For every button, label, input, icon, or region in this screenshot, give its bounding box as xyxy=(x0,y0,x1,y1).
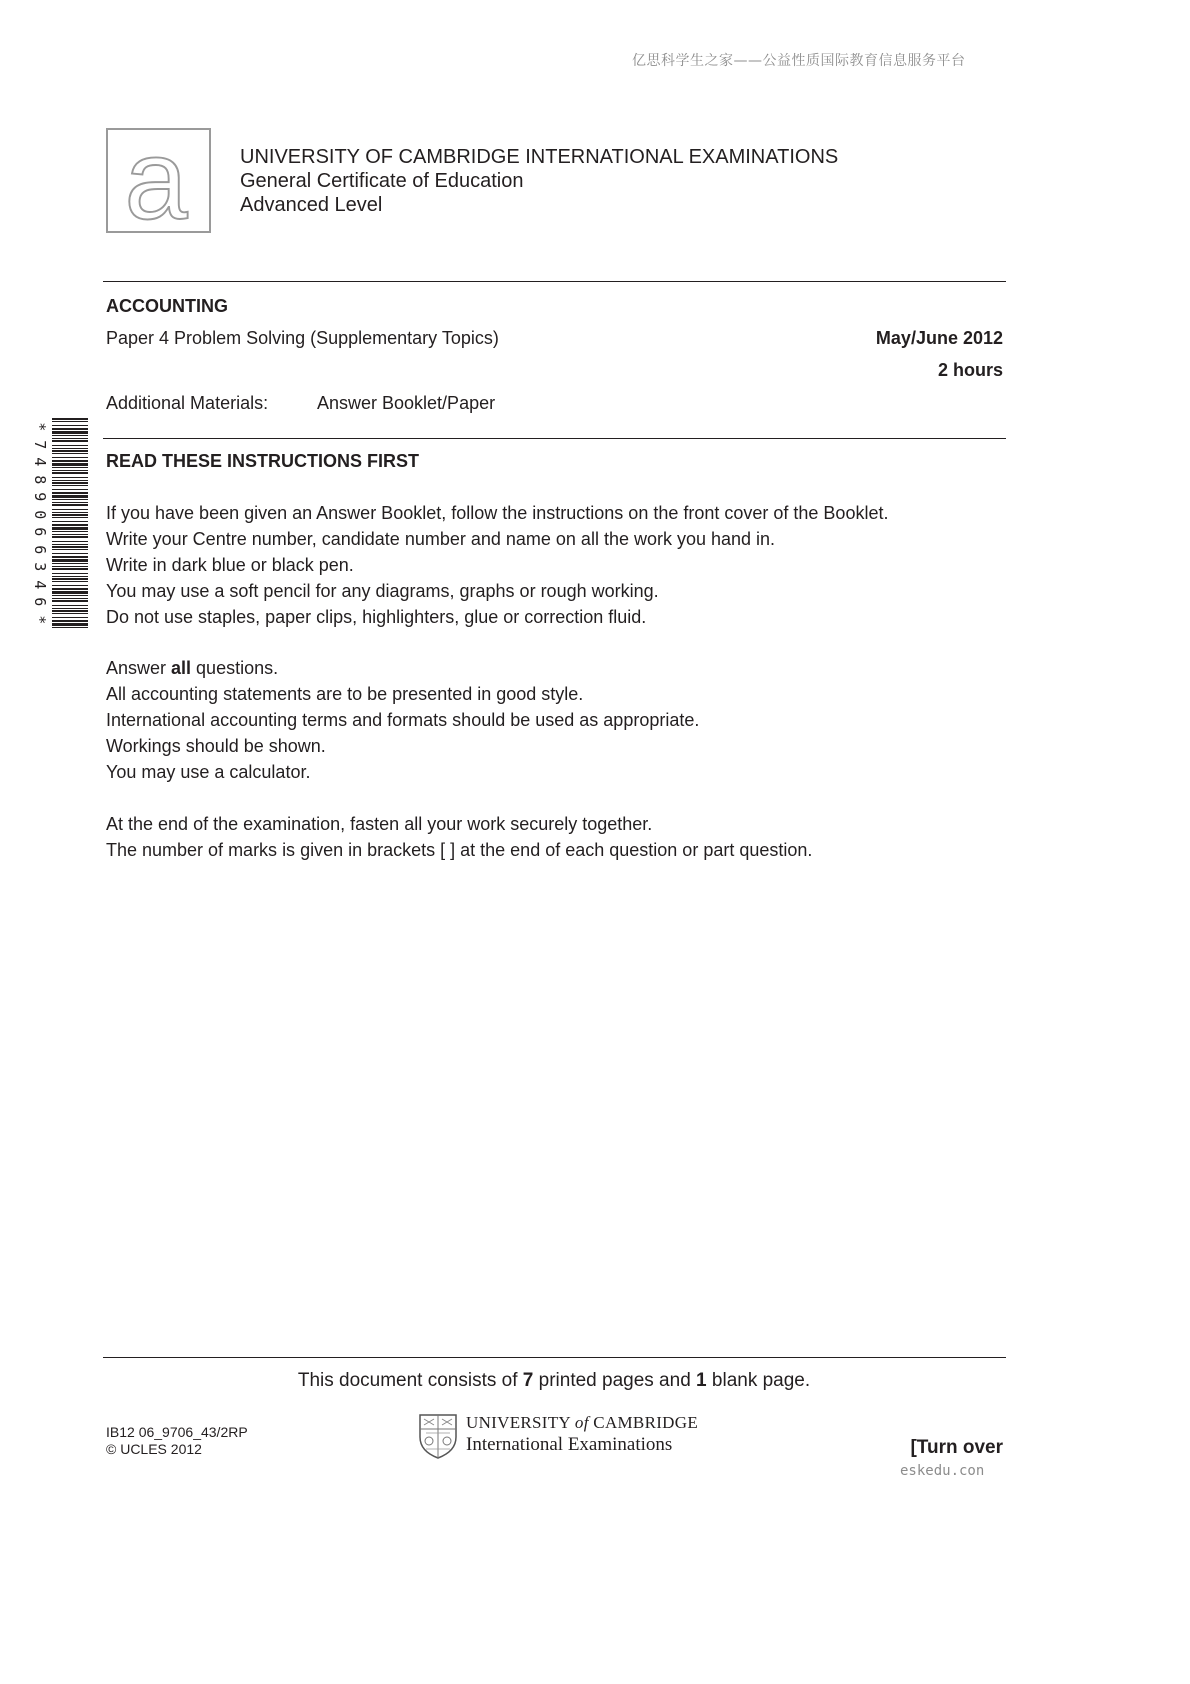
barcode-bar xyxy=(52,504,88,506)
cambridge-crest-icon xyxy=(418,1413,458,1459)
barcode-bar xyxy=(52,499,88,500)
header-organisation: UNIVERSITY OF CAMBRIDGE INTERNATIONAL EXAMINATIONS xyxy=(240,146,839,168)
header-certificate: General Certificate of Education xyxy=(240,170,524,192)
barcode-bar xyxy=(52,541,88,542)
document-code: IB12 06_9706_43/2RP xyxy=(106,1424,248,1440)
barcode-bar xyxy=(52,517,88,518)
barcode-digit: 6 xyxy=(30,544,49,554)
cambridge-org-subtitle: International Examinations xyxy=(466,1434,673,1455)
barcode-bar xyxy=(52,553,88,554)
barcode-bar xyxy=(52,495,88,498)
answer-bold: all xyxy=(171,658,192,678)
barcode-bar xyxy=(52,492,88,494)
barcode-digit: 3 xyxy=(30,562,49,572)
instructions-heading: READ THESE INSTRUCTIONS FIRST xyxy=(106,451,420,471)
barcode-bar xyxy=(52,591,88,594)
instruction-line: At the end of the examination, fasten all your work securely together. xyxy=(106,814,653,834)
materials-value: Answer Booklet/Paper xyxy=(317,393,496,413)
org-name-part: UNIVERSITY xyxy=(466,1413,575,1432)
barcode-bar xyxy=(52,566,88,567)
barcode-bar xyxy=(52,418,88,420)
barcode-bar xyxy=(52,556,88,558)
barcode-bar xyxy=(52,428,88,430)
barcode-bar xyxy=(52,438,88,439)
org-name-part: CAMBRIDGE xyxy=(588,1413,699,1432)
barcode-digit: 4 xyxy=(30,579,49,589)
barcode-bar xyxy=(52,512,88,513)
barcode-bar xyxy=(52,581,88,582)
instructions-block-1 xyxy=(106,500,888,630)
instruction-line: The number of marks is given in brackets [ ] at the end of each question or part question. xyxy=(106,840,813,860)
barcode-bar xyxy=(52,588,88,590)
instruction-line: International accounting terms and formats should be used as appropriate. xyxy=(106,710,700,730)
barcode-bar xyxy=(52,608,88,609)
barcode-digit: 6 xyxy=(30,597,49,607)
barcode-bar xyxy=(52,598,88,599)
instruction-line: Workings should be shown. xyxy=(106,736,326,756)
barcode-digit: 7 xyxy=(30,439,49,449)
barcode-digits xyxy=(30,418,48,628)
barcode-bar xyxy=(52,568,88,570)
barcode-bar xyxy=(52,489,88,490)
barcode-bar xyxy=(52,463,88,466)
barcode-bar xyxy=(52,524,88,526)
barcode-bar xyxy=(52,573,88,574)
barcode-digit: 6 xyxy=(30,527,49,537)
barcode-bar xyxy=(52,425,88,426)
barcode-bar xyxy=(52,546,88,548)
barcode-digit: 0 xyxy=(30,509,49,519)
barcode-bar xyxy=(52,576,88,577)
barcode-bar xyxy=(52,623,88,626)
instruction-line: Write your Centre number, candidate number and name on all the work you hand in. xyxy=(106,529,776,549)
barcode-bar xyxy=(52,617,88,618)
barcode-bar xyxy=(52,502,88,503)
barcode-bar xyxy=(52,559,88,562)
cie-a-logo xyxy=(106,128,211,233)
instruction-line: You may use a calculator. xyxy=(106,762,311,782)
barcode-icon xyxy=(52,418,88,628)
barcode-bar xyxy=(52,480,88,481)
barcode-digit: * xyxy=(30,422,49,432)
barcode-bar xyxy=(52,620,88,622)
barcode-bar xyxy=(52,477,88,478)
barcode-bar xyxy=(52,421,88,422)
barcode-bar xyxy=(52,440,88,442)
instruction-line: If you have been given an Answer Booklet, follow the instructions on the front cover of the Booklet. xyxy=(106,503,889,523)
answer-all-line xyxy=(106,655,699,681)
page-count-note xyxy=(0,1370,1108,1392)
barcode-bar xyxy=(52,470,88,471)
barcode-bar xyxy=(52,627,88,628)
watermark-bottom: eskedu.con xyxy=(900,1463,985,1479)
barcode-bar xyxy=(52,514,88,516)
barcode-bar xyxy=(52,453,88,454)
paper-title: Paper 4 Problem Solving (Supplementary Topics) xyxy=(106,328,499,348)
instruction-line: Write in dark blue or black pen. xyxy=(106,555,354,575)
barcode-bar xyxy=(52,605,88,606)
barcode-digit: 8 xyxy=(30,474,49,484)
barcode-bar xyxy=(52,610,88,612)
watermark-top: 亿思科学生之家——公益性质国际教育信息服务平台 xyxy=(632,53,966,69)
blank-page-count: 1 xyxy=(696,1370,707,1391)
barcode-bar xyxy=(52,445,88,446)
barcode-bar xyxy=(52,613,88,614)
answer-prefix: Answer xyxy=(106,658,172,678)
barcode-bar xyxy=(52,457,88,458)
instructions-block-2 xyxy=(106,655,699,785)
barcode-bar xyxy=(52,600,88,602)
instruction-line: You may use a soft pencil for any diagrams, graphs or rough working. xyxy=(106,581,659,601)
instruction-line: All accounting statements are to be presented in good style. xyxy=(106,684,584,704)
barcode-bar xyxy=(52,482,88,484)
barcode-bar xyxy=(52,544,88,545)
barcode-bar xyxy=(52,509,88,510)
barcode-bar xyxy=(52,485,88,486)
barcode-bar xyxy=(52,536,88,538)
barcode-digit: 9 xyxy=(30,492,49,502)
copyright: © UCLES 2012 xyxy=(106,1441,202,1457)
barcode-bar xyxy=(52,578,88,580)
barcode-digit: 4 xyxy=(30,457,49,467)
barcode-bar xyxy=(52,534,88,535)
divider-middle xyxy=(103,438,1006,439)
page-note-prefix: This document consists of xyxy=(297,1370,523,1391)
barcode-bar xyxy=(52,527,88,530)
turn-over: [Turn over xyxy=(910,1437,1003,1458)
barcode-bar xyxy=(52,595,88,596)
barcode-bar xyxy=(52,435,88,436)
page-note-middle: printed pages and xyxy=(533,1370,697,1391)
barcode-bar xyxy=(52,431,88,434)
barcode-bar xyxy=(52,460,88,462)
barcode-digit: * xyxy=(30,614,49,624)
instructions-block-3 xyxy=(106,811,812,863)
barcode-bar xyxy=(52,467,88,468)
org-name-of: of xyxy=(574,1413,589,1432)
barcode-bar xyxy=(52,531,88,532)
exam-session: May/June 2012 xyxy=(875,328,1003,348)
page-note-suffix: blank page. xyxy=(706,1370,811,1391)
barcode-bar xyxy=(52,472,88,474)
header-level: Advanced Level xyxy=(240,194,383,216)
exam-duration: 2 hours xyxy=(937,360,1003,380)
printed-page-count: 7 xyxy=(522,1370,534,1391)
cambridge-org-name xyxy=(466,1413,698,1433)
barcode-bar xyxy=(52,585,88,586)
materials-label: Additional Materials: xyxy=(106,393,269,413)
barcode-bar xyxy=(52,450,88,452)
answer-suffix: questions. xyxy=(191,658,279,678)
divider-bottom xyxy=(103,1357,1006,1358)
instruction-line: Do not use staples, paper clips, highlighters, glue or correction fluid. xyxy=(106,607,647,627)
barcode-bar xyxy=(52,521,88,522)
subject-title: ACCOUNTING xyxy=(106,296,228,316)
a-letter-logo-icon xyxy=(108,130,209,231)
barcode-bar xyxy=(52,549,88,550)
svg-text:a: a xyxy=(124,130,188,231)
divider-top xyxy=(103,281,1006,282)
barcode-bar xyxy=(52,448,88,449)
barcode-bar xyxy=(52,563,88,564)
